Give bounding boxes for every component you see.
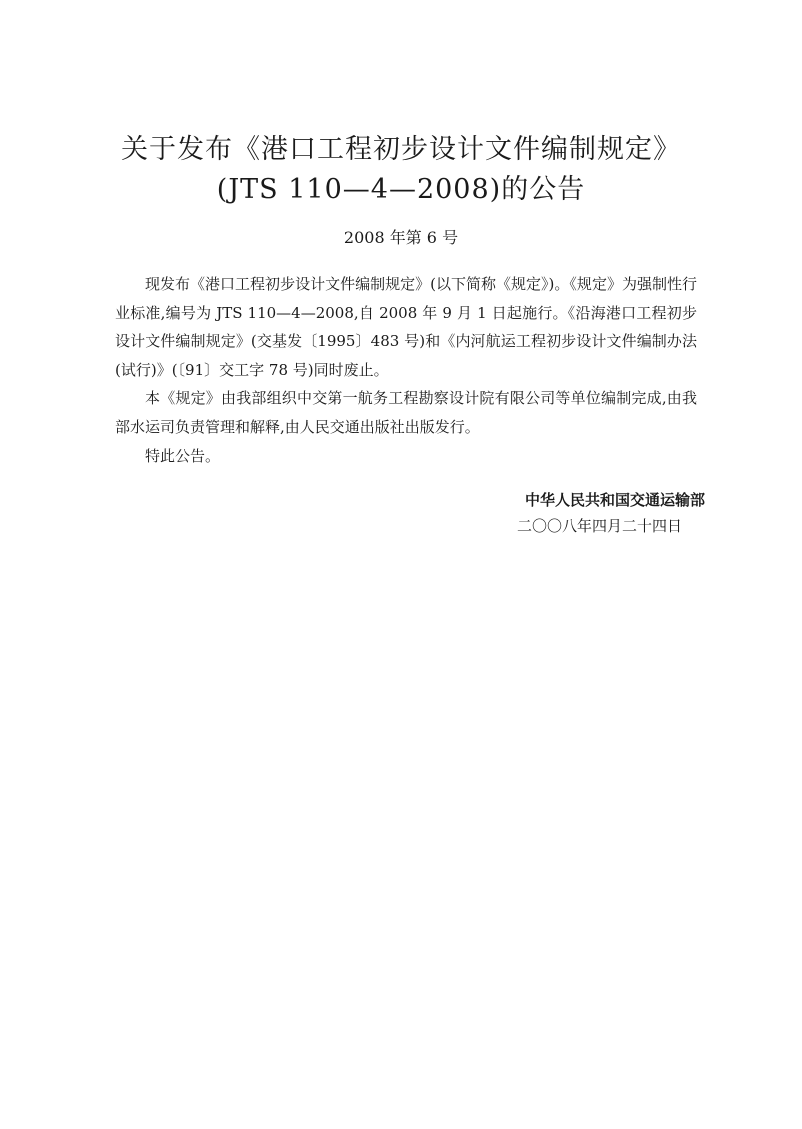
body-paragraph-2: 本《规定》由我部组织中交第一航务工程勘察设计院有限公司等单位编制完成,由我部水运司负责管理和解释,由人民交通出版社出版发行。 [115,389,697,436]
signature-organization: 中华人民共和国交通运输部 [524,491,705,509]
body-paragraph-3: 特此公告。 [145,446,221,465]
announcement-body [115,270,697,470]
signature-date: 二〇〇八年四月二十四日 [516,517,682,535]
announcement-title-line-2: (JTS 110—4—2008)的公告 [216,174,586,205]
issue-number: 2008 年第 6 号 [343,228,459,247]
announcement-title-line-1: 关于发布《港口工程初步设计文件编制规定》 [121,134,681,165]
body-paragraph-1: 现发布《港口工程初步设计文件编制规定》(以下简称《规定》)。《规定》为强制性行业标准,编号为 JTS 110—4—2008,自 2008 年 9 月 1 日起施行。《沿海港口工程初步设计文件编制规定》(交基发〔1995〕483 号)和《内河航运工程初步设计文件编制办法(试行)》(〔91〕交工字 78 号)同时废止。 [115,275,697,379]
